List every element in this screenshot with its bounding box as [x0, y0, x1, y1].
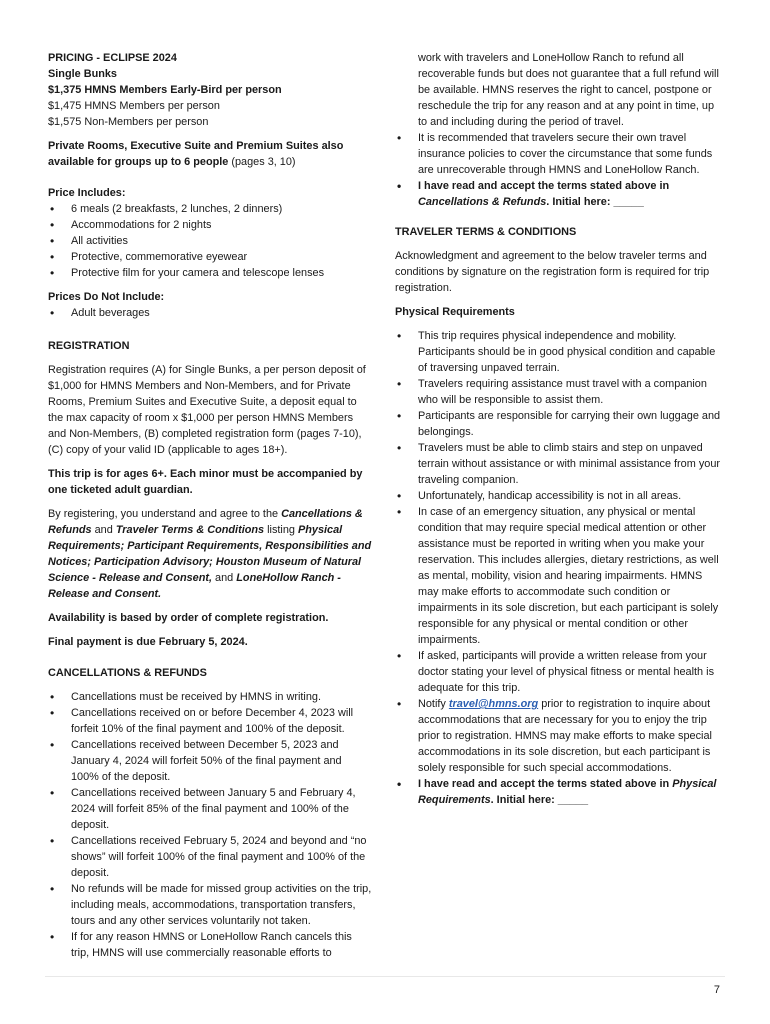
list-item: • Adult beverages	[48, 305, 372, 321]
list-item-notify	[395, 696, 725, 776]
list-item: • Cancellations received February 5, 2024 and beyond and “no shows” will forfeit 100% of the final payment and 100% of the deposit.	[48, 833, 372, 881]
agreement-ref-ranch: LoneHollow Ranch - Release and Consent.	[48, 572, 341, 600]
cancellations-list	[48, 689, 372, 961]
private-rooms-text: Private Rooms, Executive Suite and Premium Suites also available for groups up to 6 people	[48, 140, 344, 168]
pricing-heading: PRICING - ECLIPSE 2024	[48, 52, 177, 64]
list-item: • Protective, commemorative eyewear	[48, 249, 372, 265]
excludes-heading: Prices Do Not Include:	[48, 291, 165, 303]
list-item: • Protective film for your camera and telescope lenses	[48, 265, 372, 281]
accept-ref: Cancellations & Refunds	[418, 196, 547, 208]
list-item: • Unfortunately, handicap accessibility is not in all areas.	[395, 488, 725, 504]
includes-heading: Price Includes:	[48, 187, 126, 199]
list-item-continued: work with travelers and LoneHollow Ranch to refund all recoverable funds but does not guarantee that a full refund will be available. HMNS reserves the right to cancel, postpone or reschedule the trip for any reason and at any point in time, up to and including during the period of travel.	[418, 52, 719, 128]
notify-text: prior to registration to inquire about accommodations that are necessary for you to enjoy the trip prior to registration. HMNS may make efforts to make special accommodations in its sole discretion, but each participant is solely responsible for such special accommodations.	[418, 698, 712, 774]
list-item: • It is recommended that travelers secure their own travel insurance policies to cover the circumstance that some funds are unrecoverable through HMNS and LoneHollow Ranch.	[395, 130, 725, 178]
list-item-accept-physical	[395, 776, 725, 808]
terms-body: Acknowledgment and agreement to the below traveler terms and conditions by signature on the registration form is required for trip registration.	[395, 250, 710, 294]
cancellations-continued-list	[395, 50, 725, 210]
list-item: • If for any reason HMNS or LoneHollow Ranch cancels this trip, HMNS will use commercially reasonable efforts to	[48, 929, 372, 961]
agreement-text: and	[91, 524, 116, 536]
physical-heading: Physical Requirements	[395, 306, 515, 318]
physical-list	[395, 328, 725, 808]
list-item: • In case of an emergency situation, any physical or mental condition that may require special medical attention or other assistance must be reported in writing when you make your reservation. This includes allergies, dietary restrictions, as well as mental, mobility, vision and hearing impairments. HMNS may make efforts to accommodate such condition or impairments in its sole discretion, but each participant is solely responsible for any physical or mental condition or other impairments.	[395, 504, 725, 648]
initial-line: . Initial here: _____	[490, 794, 589, 806]
list-item: • If asked, participants will provide a written release from your doctor stating your level of physical fitness or mental health is adequate for this trip.	[395, 648, 725, 696]
list-item: • No refunds will be made for missed group activities on the trip, including meals, accommodations, transportation transfers, tours and any other services voluntarily not taken.	[48, 881, 372, 929]
pricing-subheading: Single Bunks	[48, 68, 117, 80]
agreement-ref-sections: Physical Requirements; Participant Requirements, Responsibilities and Notices; Participation Advisory; Houston Museum of Natural Science - Release and Consent,	[48, 524, 372, 584]
agreement-ref-cancellations: Cancellations & Refunds	[48, 508, 363, 536]
accept-text: I have read and accept the terms stated above in	[418, 778, 673, 790]
registration-heading: REGISTRATION	[48, 340, 130, 352]
private-rooms-pages: (pages 3, 10)	[228, 156, 296, 168]
includes-list	[48, 201, 372, 281]
email-link[interactable]: travel@hmns.org	[448, 698, 539, 710]
list-item: • Cancellations received between January 5 and February 4, 2024 will forfeit 85% of the final payment and 100% of the deposit.	[48, 785, 372, 833]
list-item: • Travelers requiring assistance must travel with a companion who will be responsible to assist them.	[395, 376, 725, 408]
left-column	[48, 50, 372, 961]
list-item: • Accommodations for 2 nights	[48, 217, 372, 233]
final-payment-note: Final payment is due February 5, 2024.	[48, 636, 248, 648]
registration-body: Registration requires (A) for Single Bunks, a per person deposit of $1,000 for HMNS Members and Non-Members, and for Private Rooms, Premium Suites and Executive Suite, a deposit equal to the max capacity of room x $1,000 per person HMNS Members and Non-Members, (B) completed registration form (pages 7-10), (C) copy of your valid ID (applicable to ages 18+).	[48, 364, 366, 456]
list-item: • 6 meals (2 breakfasts, 2 lunches, 2 dinners)	[48, 201, 372, 217]
list-item: • This trip requires physical independence and mobility. Participants should be in good physical condition and capable of traversing unpaved terrain.	[395, 328, 725, 376]
terms-heading: TRAVELER TERMS & CONDITIONS	[395, 226, 577, 238]
accept-text: I have read and accept the terms stated above in	[418, 180, 670, 192]
right-column	[395, 50, 725, 808]
initial-line: . Initial here: _____	[546, 196, 644, 208]
agreement-paragraph	[48, 506, 372, 602]
list-item: • Cancellations received between December 5, 2023 and January 4, 2024 will forfeit 50% of the final payment and 100% of the deposit.	[48, 737, 372, 785]
page-number: 7	[713, 984, 720, 996]
availability-note: Availability is based by order of complete registration.	[48, 612, 329, 624]
list-item: • All activities	[48, 233, 372, 249]
price-nonmembers: $1,575 Non-Members per person	[48, 116, 209, 128]
price-earlybird: $1,375 HMNS Members Early-Bird per person	[48, 84, 282, 96]
cancellations-heading: CANCELLATIONS & REFUNDS	[48, 667, 207, 679]
accept-ref: Physical Requirements	[418, 778, 717, 806]
list-item-accept-cancellations	[395, 178, 725, 210]
agreement-text: listing	[264, 524, 298, 536]
private-rooms-note	[48, 138, 372, 170]
agreement-ref-terms: Traveler Terms & Conditions	[115, 524, 265, 536]
agreement-text: and	[212, 572, 237, 584]
price-members: $1,475 HMNS Members per person	[48, 100, 220, 112]
pricing-block	[48, 50, 372, 130]
notify-text: Notify	[418, 698, 449, 710]
list-item: • Cancellations must be received by HMNS in writing.	[48, 689, 372, 705]
list-item: • Travelers must be able to climb stairs and step on unpaved terrain without assistance or with minimal assistance from your traveling companion.	[395, 440, 725, 488]
footer-divider	[45, 976, 725, 977]
list-item: • Participants are responsible for carrying their own luggage and belongings.	[395, 408, 725, 440]
excludes-list	[48, 305, 372, 321]
list-item: • Cancellations received on or before December 4, 2023 will forfeit 10% of the final payment and 100% of the deposit.	[48, 705, 372, 737]
agreement-text: By registering, you understand and agree to the	[48, 508, 282, 520]
age-note: This trip is for ages 6+. Each minor must be accompanied by one ticketed adult guardian.	[48, 468, 363, 496]
